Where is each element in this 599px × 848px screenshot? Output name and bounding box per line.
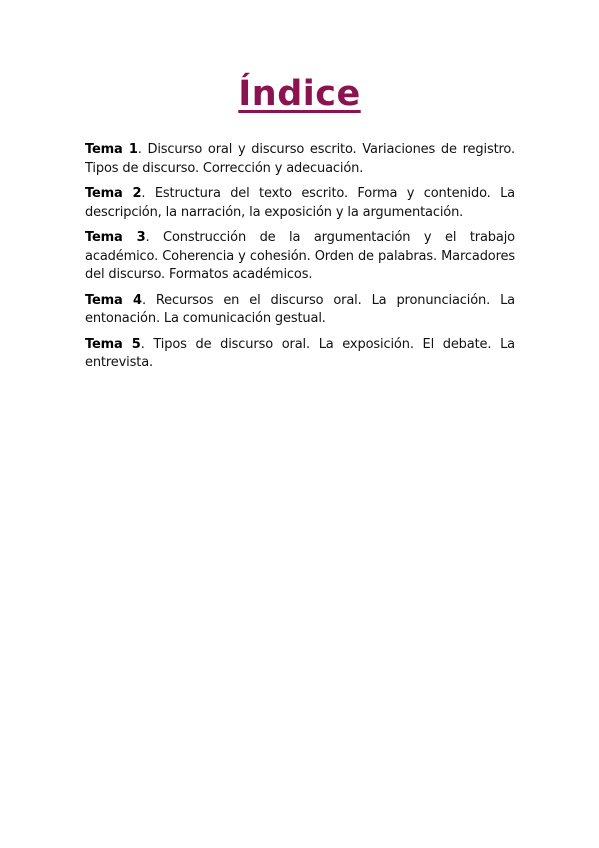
toc-entry-text: . Recursos en el discurso oral. La pronunciación. La entonación. La comunicación gestual.: [85, 292, 516, 326]
toc-entry-label: Tema 5: [85, 336, 141, 352]
toc-entry-text: . Estructura del texto escrito. Forma y contenido. La descripción, la narración, la exposición y la argumentación.: [85, 186, 515, 220]
toc-entry-text: . Discurso oral y discurso escrito. Variaciones de registro. Tipos de discurso. Corrección y adecuación.: [85, 142, 515, 176]
index-title: [0, 74, 599, 114]
toc-entry-text: . Construcción de la argumentación y el trabajo académico. Coherencia y cohesión. Orden de palabras. Marcadores del discurso. Formatos académicos.: [85, 230, 515, 282]
toc-entry-tema-3: [85, 229, 515, 285]
toc-entry-tema-2: [85, 185, 515, 222]
toc-entry-tema-5: [85, 336, 515, 373]
toc-entry-label: Tema 1: [85, 142, 138, 157]
table-of-contents: [85, 141, 515, 380]
toc-entry-text: . Tipos de discurso oral. La exposición. El debate. La entrevista.: [85, 336, 515, 370]
toc-entry-tema-4: [85, 292, 515, 329]
toc-entry-tema-1: [85, 141, 515, 178]
toc-entry-label: Tema 3: [85, 230, 146, 245]
index-title-text: Índice: [238, 74, 361, 114]
toc-entry-label: Tema 2: [85, 186, 142, 201]
toc-entry-label: Tema 4: [85, 292, 142, 308]
